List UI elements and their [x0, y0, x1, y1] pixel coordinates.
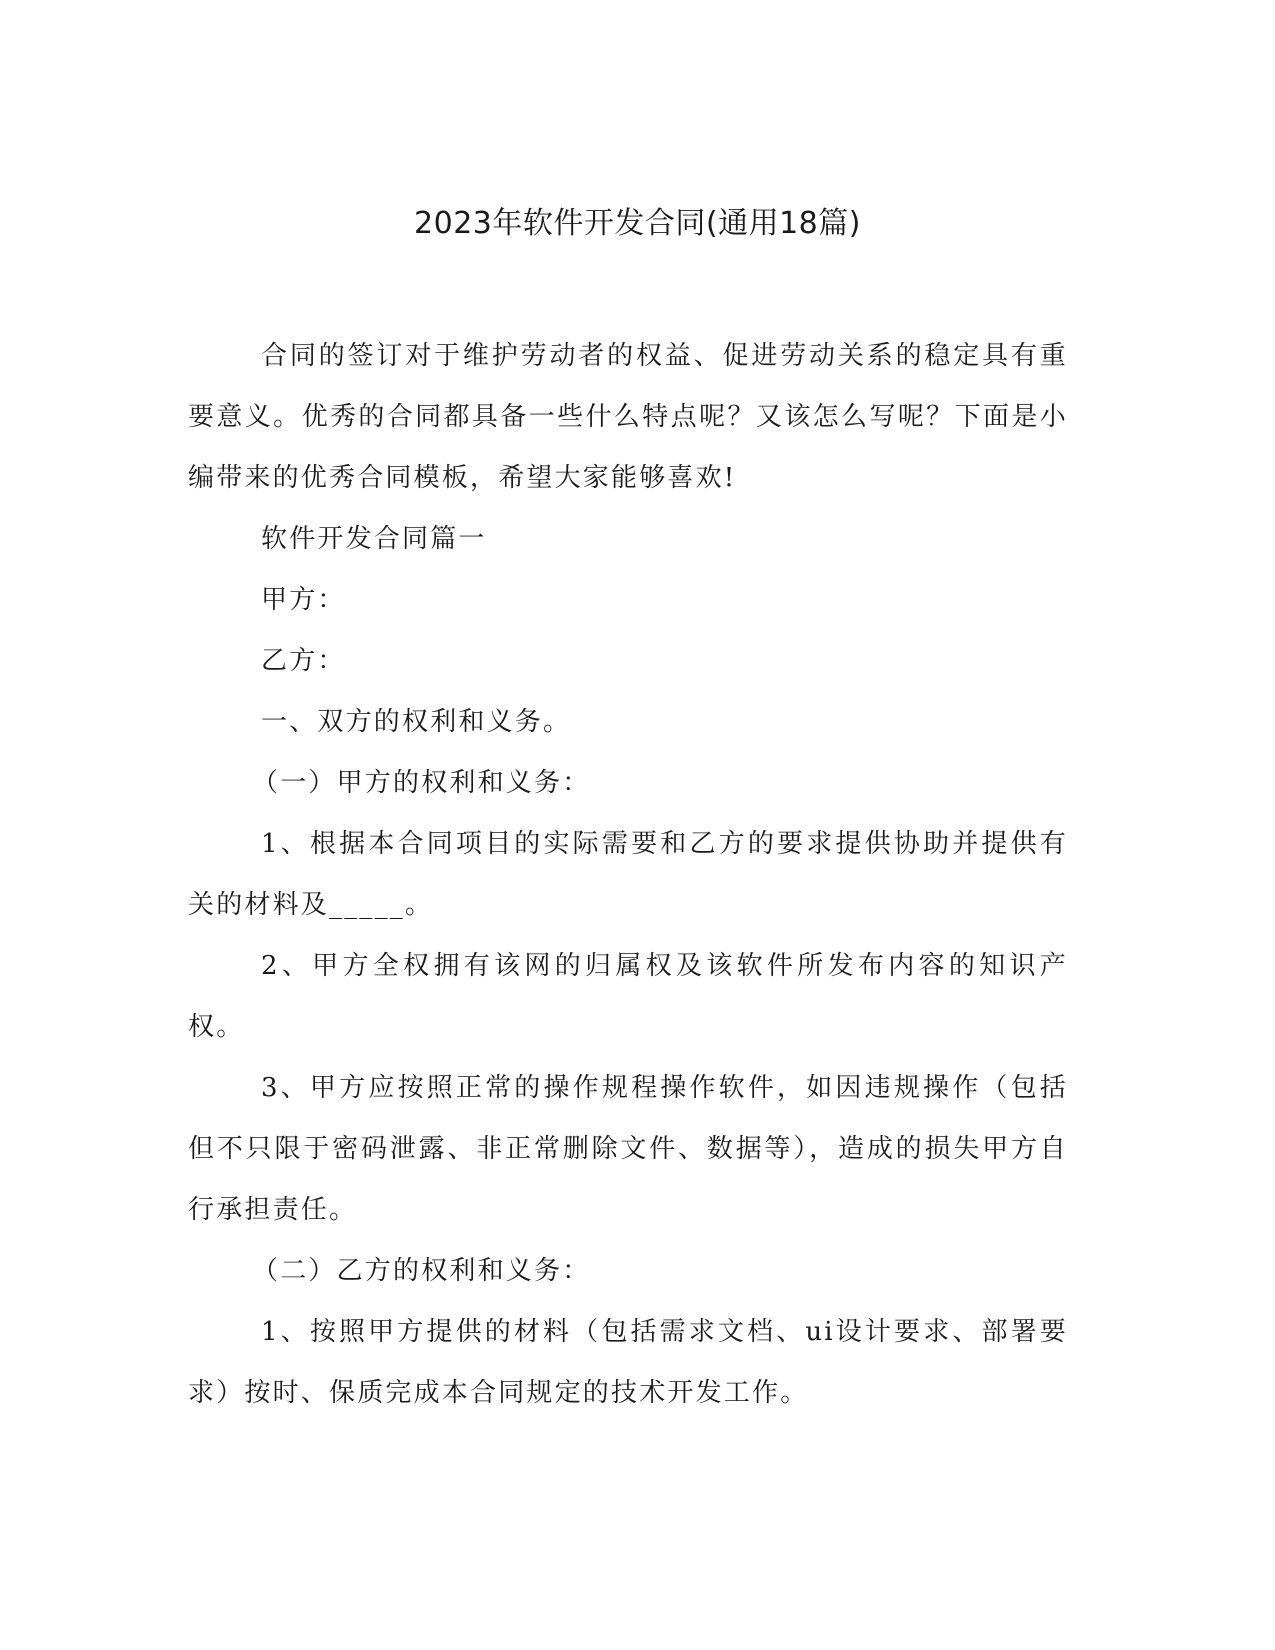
document-title: 2023年软件开发合同(通用18篇): [414, 206, 861, 241]
subclause-heading-party-a: （一）甲方的权利和义务：: [252, 768, 591, 798]
document-body: [188, 326, 1068, 1424]
clause-paragraph: 1、根据本合同项目的实际需要和乙方的要求提供协助并提供有关的材料及_____。: [188, 829, 1068, 920]
clause-paragraph: 2、甲方全权拥有该网的归属权及该软件所发布内容的知识产权。: [188, 951, 1068, 1042]
party-a-line: 甲方：: [261, 585, 346, 615]
section-heading: 软件开发合同篇一: [261, 524, 487, 554]
clause-heading: 一、双方的权利和义务。: [261, 707, 572, 737]
subclause-heading-party-b: （二）乙方的权利和义务：: [252, 1256, 591, 1286]
clause-paragraph: 1、按照甲方提供的材料（包括需求文档、ui设计要求、部署要求）按时、保质完成本合同规定的技术开发工作。: [188, 1317, 1068, 1408]
intro-paragraph: 合同的签订对于维护劳动者的权益、促进劳动关系的稳定具有重要意义。优秀的合同都具备一些什么特点呢？又该怎么写呢？下面是小编带来的优秀合同模板，希望大家能够喜欢!: [188, 341, 1068, 493]
party-b-line: 乙方：: [261, 646, 346, 676]
clause-paragraph: 3、甲方应按照正常的操作规程操作软件，如因违规操作（包括但不只限于密码泄露、非正常删除文件、数据等），造成的损失甲方自行承担责任。: [188, 1073, 1068, 1225]
